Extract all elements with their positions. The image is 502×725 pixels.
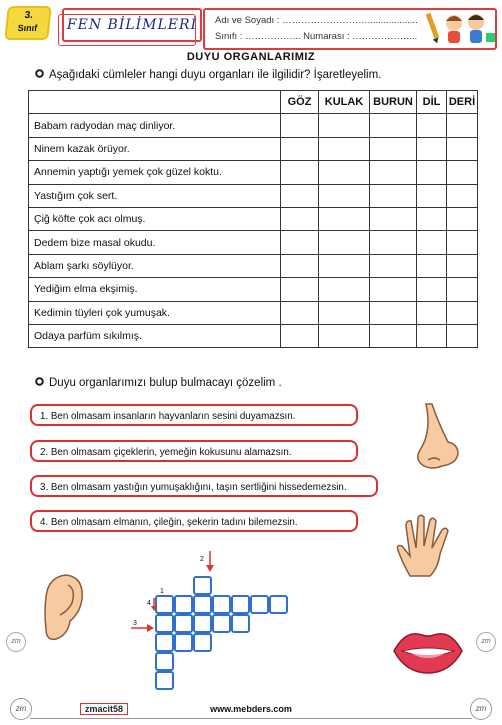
crossword-cell[interactable] [155, 671, 174, 690]
subject-title: FEN BİLİMLERİ [62, 8, 202, 42]
answer-cell[interactable] [370, 207, 417, 230]
answer-cell[interactable] [281, 278, 319, 301]
watermark-left: zm [6, 632, 26, 652]
row-sentence: Ninem kazak örüyor. [29, 137, 281, 160]
column-header: GÖZ [281, 91, 319, 114]
footer-line [30, 718, 472, 719]
answer-cell[interactable] [417, 301, 447, 324]
answer-cell[interactable] [281, 207, 319, 230]
answer-cell[interactable] [319, 184, 370, 207]
crossword-cell[interactable] [212, 595, 231, 614]
website-link[interactable]: www.mebders.com [210, 704, 292, 714]
crossword-cell[interactable] [231, 614, 250, 633]
row-sentence: Yastığım çok sert. [29, 184, 281, 207]
answer-cell[interactable] [417, 137, 447, 160]
answer-cell[interactable] [281, 301, 319, 324]
arrow-down-small-icon [150, 598, 158, 612]
answer-cell[interactable] [447, 207, 478, 230]
row-sentence: Annemin yaptığı yemek çok güzel koktu. [29, 161, 281, 184]
answer-cell[interactable] [370, 161, 417, 184]
row-sentence: Dedem bize masal okudu. [29, 231, 281, 254]
flower-bullet-icon [34, 376, 45, 387]
answer-cell[interactable] [370, 278, 417, 301]
row-sentence: Odaya parfüm sıkılmış. [29, 324, 281, 347]
clue-number: 4 [147, 600, 151, 607]
answer-cell[interactable] [370, 114, 417, 137]
crossword-cell[interactable] [174, 633, 193, 652]
answer-cell[interactable] [447, 137, 478, 160]
name-line: Adı ve Soyadı : ………………………................... [215, 15, 418, 26]
answer-cell[interactable] [319, 137, 370, 160]
grade-number: 3. [24, 10, 34, 21]
crossword-cell[interactable] [269, 595, 288, 614]
table-row [29, 137, 478, 160]
answer-cell[interactable] [370, 324, 417, 347]
instruction-1 [34, 68, 381, 81]
answer-cell[interactable] [370, 301, 417, 324]
nose-icon [412, 402, 462, 474]
arrow-down-icon [206, 551, 214, 573]
row-sentence: Yediğim elma ekşimiş. [29, 278, 281, 301]
answer-cell[interactable] [370, 137, 417, 160]
lips-icon [392, 627, 464, 675]
crossword-cell[interactable] [174, 614, 193, 633]
table-header-row [29, 91, 478, 114]
answer-cell[interactable] [417, 161, 447, 184]
answer-cell[interactable] [281, 254, 319, 277]
table-row [29, 207, 478, 230]
answer-cell[interactable] [281, 231, 319, 254]
row-sentence: Çiğ köfte çok acı olmuş. [29, 207, 281, 230]
watermark-right: zm [476, 632, 496, 652]
answer-cell[interactable] [447, 324, 478, 347]
answer-cell[interactable] [319, 324, 370, 347]
answer-cell[interactable] [417, 254, 447, 277]
crossword-cell[interactable] [155, 614, 174, 633]
flower-bullet-icon [34, 68, 45, 79]
answer-cell[interactable] [447, 184, 478, 207]
footer-mark-right: zm [470, 698, 492, 720]
crossword-cell[interactable] [212, 614, 231, 633]
answer-cell[interactable] [417, 207, 447, 230]
answer-cell[interactable] [417, 184, 447, 207]
answer-cell[interactable] [370, 254, 417, 277]
answer-cell[interactable] [281, 137, 319, 160]
grade-badge [4, 6, 52, 40]
table-row [29, 278, 478, 301]
answer-cell[interactable] [319, 301, 370, 324]
table-header-blank [29, 91, 281, 114]
class-line: Sınıfı : ……………... Numarası : ………………... [215, 31, 418, 42]
table-row [29, 184, 478, 207]
answer-cell[interactable] [319, 114, 370, 137]
crossword-cell[interactable] [193, 595, 212, 614]
worksheet-title: DUYU ORGANLARIMIZ [186, 51, 316, 63]
row-sentence: Ablam şarkı söylüyor. [29, 254, 281, 277]
column-header: DERİ [447, 91, 478, 114]
crossword-cell[interactable] [193, 576, 212, 595]
crossword-cell[interactable] [174, 595, 193, 614]
answer-cell[interactable] [281, 184, 319, 207]
author-tag: zmacit58 [80, 703, 128, 715]
crossword-cell[interactable] [231, 595, 250, 614]
crossword-cell[interactable] [193, 633, 212, 652]
instruction-2 [34, 376, 282, 389]
answer-cell[interactable] [281, 324, 319, 347]
kids-illustration-icon [426, 9, 498, 45]
answer-cell[interactable] [319, 207, 370, 230]
answer-cell[interactable] [319, 231, 370, 254]
table-row [29, 301, 478, 324]
clue-number: 3 [133, 620, 137, 627]
table-row [29, 254, 478, 277]
answer-cell[interactable] [417, 114, 447, 137]
table-row [29, 114, 478, 137]
crossword-cell[interactable] [155, 652, 174, 671]
answer-cell[interactable] [417, 278, 447, 301]
answer-cell[interactable] [370, 184, 417, 207]
instruction-2-text: Duyu organlarımızı bulup bulmacayı çözelim . [49, 377, 282, 389]
column-header: KULAK [319, 91, 370, 114]
answer-cell[interactable] [370, 231, 417, 254]
table-row [29, 161, 478, 184]
answer-cell[interactable] [447, 254, 478, 277]
clue-box: 4. Ben olmasam elmanın, çileğin, şekerin tadını bilemezsin. [30, 510, 358, 532]
instruction-1-text: Aşağıdaki cümleler hangi duyu organları ile ilgilidir? İşaretleyelim. [49, 69, 382, 81]
answer-cell[interactable] [319, 278, 370, 301]
row-sentence: Kedimin tüyleri çok yumuşak. [29, 301, 281, 324]
arrow-right-icon [131, 624, 155, 632]
answer-cell[interactable] [319, 161, 370, 184]
answer-cell[interactable] [447, 231, 478, 254]
crossword-cell[interactable] [193, 614, 212, 633]
ear-icon [40, 573, 86, 645]
table-row [29, 324, 478, 347]
answer-cell[interactable] [281, 114, 319, 137]
answer-cell[interactable] [447, 161, 478, 184]
clue-box: 2. Ben olmasam çiçeklerin, yemeğin kokusunu alamazsın. [30, 440, 358, 462]
answer-cell[interactable] [319, 254, 370, 277]
row-sentence: Babam radyodan maç dinliyor. [29, 114, 281, 137]
answer-cell[interactable] [447, 301, 478, 324]
clue-box: 3. Ben olmasam yastığın yumuşaklığını, taşın sertliğini hissedemezsin. [30, 475, 378, 497]
hand-icon [392, 512, 462, 580]
column-header: BURUN [370, 91, 417, 114]
crossword-cell[interactable] [250, 595, 269, 614]
answer-cell[interactable] [417, 324, 447, 347]
sense-table [28, 90, 478, 348]
table-row [29, 231, 478, 254]
clue-box: 1. Ben olmasam insanların hayvanların sesini duyamazsın. [30, 404, 358, 426]
crossword-cell[interactable] [155, 633, 174, 652]
answer-cell[interactable] [447, 278, 478, 301]
answer-cell[interactable] [281, 161, 319, 184]
clue-number: 1 [160, 588, 164, 595]
grade-label: Sınıf [17, 23, 38, 33]
column-header: DİL [417, 91, 447, 114]
footer-mark-left: zm [10, 698, 32, 720]
answer-cell[interactable] [417, 231, 447, 254]
clue-number: 2 [200, 556, 204, 563]
answer-cell[interactable] [447, 114, 478, 137]
